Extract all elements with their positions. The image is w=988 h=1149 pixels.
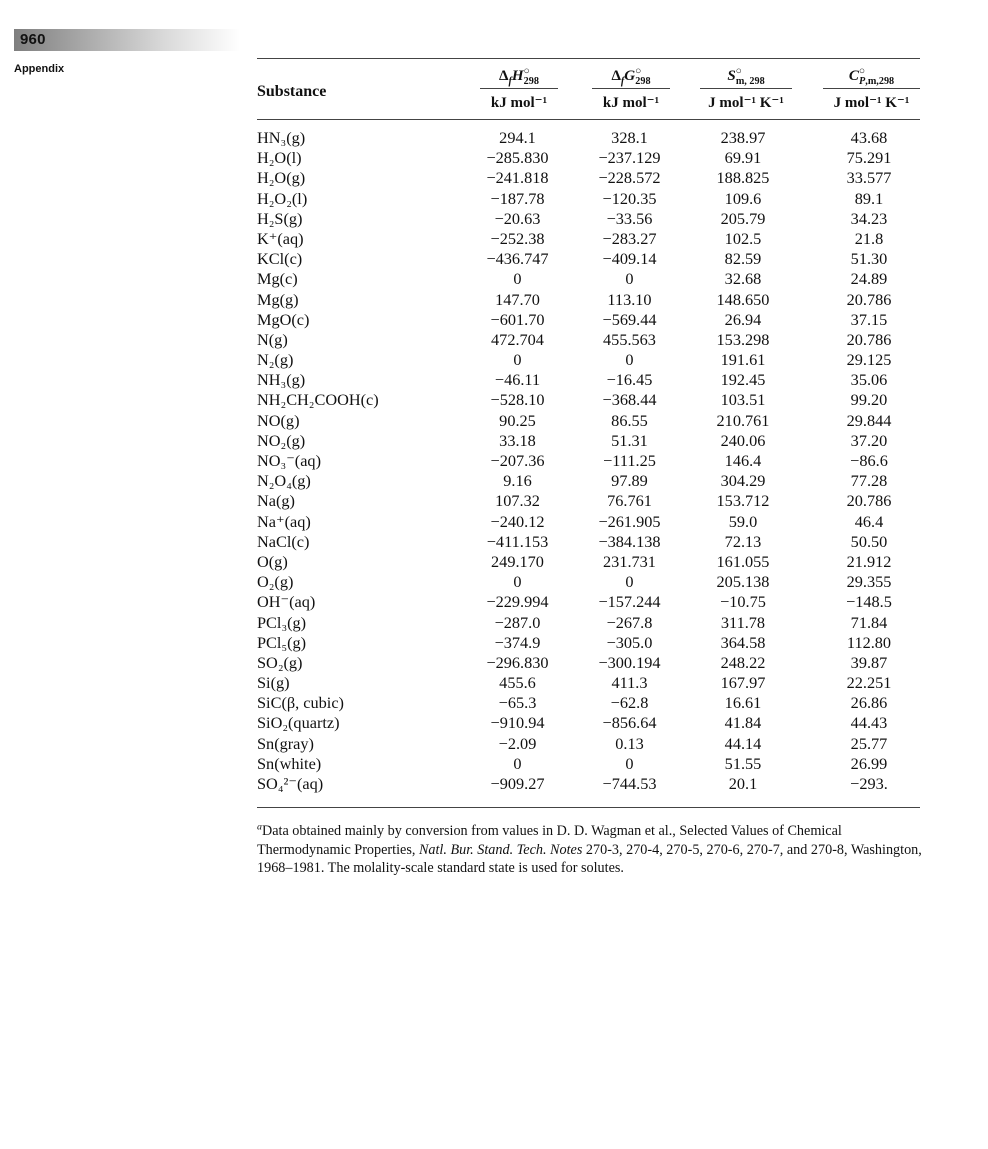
substance-cell: Na⁺(aq) [257, 511, 311, 531]
substance-cell: NO₃⁻(aq) [257, 451, 321, 470]
table-row [257, 451, 920, 471]
entropy-cell: 41.84 [724, 713, 762, 733]
substance-cell: PCl₅(g) [257, 632, 307, 652]
heat-capacity-cell: 44.43 [850, 713, 888, 733]
heat-capacity-cell: 29.125 [846, 350, 892, 370]
gibbs-cell: 455.563 [603, 329, 656, 349]
substance-cell: Sn(white) [257, 753, 322, 773]
entropy-cell: 191.61 [720, 350, 766, 370]
substance-cell: SiC(β, cubic) [257, 693, 344, 713]
heat-capacity-cell: 77.28 [850, 471, 888, 491]
substance-cell: SO₂(g) [257, 652, 303, 672]
table-row [257, 290, 920, 310]
entropy-cell: 153.712 [716, 491, 770, 511]
enthalpy-cell: 0 [513, 350, 522, 370]
gibbs-cell: −409.14 [602, 249, 657, 269]
entropy-unit: J mol⁻¹ K⁻¹ [700, 88, 792, 112]
page-number-tab [14, 29, 240, 51]
gibbs-cell: 411.3 [611, 673, 648, 693]
enthalpy-unit: kJ mol⁻¹ [480, 88, 558, 112]
table-row [257, 229, 920, 249]
gibbs-cell: −120.35 [602, 188, 657, 208]
gibbs-cell: −569.44 [602, 309, 657, 329]
section-label: Appendix [14, 63, 65, 75]
substance-cell: H₂O(g) [257, 168, 306, 188]
entropy-symbol: $S^○_{m, 298}$ [727, 66, 765, 87]
column-header-gibbs [592, 66, 670, 112]
entropy-cell: 205.79 [720, 208, 766, 228]
enthalpy-cell: 455.6 [499, 673, 536, 693]
entropy-cell: 167.97 [720, 673, 766, 693]
substance-cell: Sn(gray) [257, 733, 314, 753]
substance-cell: Mg(g) [257, 289, 299, 309]
enthalpy-cell: −287.0 [494, 612, 541, 632]
enthalpy-cell: −601.70 [490, 309, 545, 329]
entropy-cell: 59.0 [728, 511, 758, 531]
enthalpy-cell: −374.9 [494, 632, 541, 652]
gibbs-cell: −368.44 [602, 390, 657, 410]
entropy-cell: 51.55 [724, 753, 762, 773]
entropy-cell: 188.825 [716, 168, 770, 188]
heat-capacity-cell: −293. [850, 774, 888, 793]
table-row [257, 370, 920, 390]
enthalpy-cell: −241.818 [486, 168, 549, 188]
entropy-cell: 311.78 [720, 612, 766, 632]
enthalpy-cell: −252.38 [490, 228, 545, 248]
entropy-cell: −10.75 [720, 592, 766, 612]
heat-capacity-cell: 22.251 [846, 673, 892, 693]
substance-cell: H₂O(l) [257, 148, 302, 168]
gibbs-cell: −111.25 [603, 451, 656, 470]
heat-capacity-cell: 51.30 [850, 249, 888, 269]
column-header-enthalpy [480, 66, 558, 112]
heat-capacity-cell: 34.23 [850, 208, 888, 228]
enthalpy-cell: 0 [513, 753, 522, 773]
gibbs-cell: −856.64 [602, 713, 657, 733]
enthalpy-cell: 0 [513, 269, 522, 289]
substance-cell: Na(g) [257, 491, 295, 511]
entropy-cell: 192.45 [720, 370, 766, 390]
gibbs-cell: −283.27 [602, 228, 657, 248]
substance-cell: NO₂(g) [257, 430, 306, 450]
enthalpy-cell: −207.36 [490, 451, 545, 470]
entropy-cell: 161.055 [716, 551, 770, 571]
enthalpy-cell: 90.25 [499, 410, 536, 430]
table-row [257, 613, 920, 633]
heat-capacity-cell: 46.4 [854, 511, 884, 531]
heat-capacity-cell: 21.912 [846, 551, 892, 571]
heat-capacity-cell: −86.6 [850, 451, 888, 470]
gibbs-cell: 0 [625, 572, 634, 592]
column-header-substance: Substance [257, 83, 327, 100]
gibbs-cell: −744.53 [602, 774, 657, 793]
enthalpy-cell: −528.10 [490, 390, 545, 410]
enthalpy-cell: −20.63 [494, 208, 541, 228]
table-bottom-rule [257, 807, 920, 808]
table-row [257, 572, 920, 592]
gibbs-cell: 113.10 [607, 289, 652, 309]
enthalpy-cell: −296.830 [486, 652, 549, 672]
entropy-cell: 238.97 [720, 128, 766, 147]
heat-capacity-cell: 20.786 [846, 491, 892, 511]
enthalpy-cell: −65.3 [498, 693, 537, 713]
table-row [257, 713, 920, 733]
entropy-cell: 16.61 [724, 693, 762, 713]
gibbs-cell: −157.244 [598, 592, 661, 612]
enthalpy-cell: −436.747 [486, 249, 549, 269]
heat-capacity-cell: 39.87 [850, 652, 888, 672]
gibbs-cell: −267.8 [606, 612, 653, 632]
entropy-cell: 69.91 [724, 148, 762, 168]
data-table [257, 128, 920, 794]
table-row [257, 552, 920, 572]
substance-cell: NaCl(c) [257, 531, 310, 551]
substance-cell: Si(g) [257, 673, 290, 693]
entropy-cell: 153.298 [716, 329, 770, 349]
page-number: 960 [20, 31, 46, 48]
substance-cell: OH⁻(aq) [257, 592, 316, 612]
gibbs-cell: 231.731 [603, 551, 656, 571]
gibbs-cell: −384.138 [598, 531, 661, 551]
substance-cell: KCl(c) [257, 249, 303, 269]
table-row [257, 330, 920, 350]
entropy-cell: 32.68 [724, 269, 762, 289]
table-row [257, 734, 920, 754]
table-row [257, 249, 920, 269]
heat-capacity-unit: J mol⁻¹ K⁻¹ [823, 88, 920, 112]
table-row [257, 754, 920, 774]
entropy-cell: 102.5 [724, 228, 762, 248]
gibbs-cell: −62.8 [610, 693, 649, 713]
heat-capacity-cell: 50.50 [850, 531, 888, 551]
enthalpy-cell: −187.78 [490, 188, 545, 208]
footnote-marker: a [257, 821, 262, 833]
heat-capacity-cell: 37.15 [850, 309, 888, 329]
entropy-cell: 240.06 [720, 430, 766, 450]
table-row [257, 128, 920, 148]
enthalpy-cell: −2.09 [498, 733, 537, 753]
substance-cell: NH₂CH₂COOH(c) [257, 390, 379, 410]
substance-cell: SiO₂(quartz) [257, 713, 340, 733]
substance-cell: SO₄²⁻(aq) [257, 774, 324, 793]
table-row [257, 532, 920, 552]
gibbs-cell: 76.761 [607, 491, 652, 511]
heat-capacity-cell: 21.8 [854, 228, 884, 248]
enthalpy-cell: −909.27 [490, 774, 545, 793]
substance-cell: HN₃(g) [257, 128, 306, 147]
heat-capacity-cell: 71.84 [850, 612, 888, 632]
entropy-cell: 304.29 [720, 471, 766, 491]
substance-cell: N₂(g) [257, 350, 294, 370]
entropy-cell: 210.761 [716, 410, 770, 430]
gibbs-cell: −16.45 [606, 370, 653, 390]
header-rule [257, 119, 920, 120]
enthalpy-cell: −229.994 [486, 592, 549, 612]
table-row [257, 310, 920, 330]
enthalpy-cell: −285.830 [486, 148, 549, 168]
gibbs-symbol: $\Delta_fG^○_{298}$ [611, 66, 651, 87]
enthalpy-cell: 147.70 [495, 289, 540, 309]
substance-cell: Mg(c) [257, 269, 298, 289]
column-header-heat-capacity [823, 66, 920, 112]
table-row [257, 633, 920, 653]
heat-capacity-cell: 20.786 [846, 329, 892, 349]
entropy-cell: 205.138 [716, 572, 770, 592]
heat-capacity-cell: 75.291 [846, 148, 892, 168]
table-row [257, 592, 920, 612]
enthalpy-cell: −910.94 [490, 713, 545, 733]
table-row [257, 209, 920, 229]
heat-capacity-cell: 26.86 [850, 693, 888, 713]
gibbs-cell: −33.56 [606, 208, 653, 228]
table-row [257, 269, 920, 289]
heat-capacity-cell: 20.786 [846, 289, 892, 309]
heat-capacity-cell: 37.20 [850, 430, 888, 450]
substance-cell: O₂(g) [257, 572, 294, 592]
heat-capacity-cell: 29.844 [846, 410, 892, 430]
heat-capacity-cell: 112.80 [846, 632, 892, 652]
table-row [257, 148, 920, 168]
table-row [257, 411, 920, 431]
enthalpy-cell: 294.1 [499, 128, 536, 147]
heat-capacity-cell: 25.77 [850, 733, 888, 753]
table-row [257, 350, 920, 370]
gibbs-cell: 97.89 [611, 471, 648, 491]
table-row [257, 512, 920, 532]
enthalpy-cell: 33.18 [499, 430, 536, 450]
enthalpy-cell: −411.153 [486, 531, 549, 551]
table-row [257, 774, 920, 794]
footnote-source: Natl. Bur. Stand. Tech. Notes [418, 841, 583, 858]
gibbs-cell: −300.194 [598, 652, 661, 672]
substance-cell: N₂O₄(g) [257, 471, 311, 491]
heat-capacity-cell: 43.68 [850, 128, 888, 147]
substance-cell: K⁺(aq) [257, 228, 304, 248]
table-footnote [257, 822, 922, 878]
entropy-cell: 72.13 [724, 531, 762, 551]
gibbs-cell: 0 [625, 350, 634, 370]
gibbs-cell: −305.0 [606, 632, 653, 652]
enthalpy-cell: −46.11 [494, 370, 541, 390]
substance-cell: O(g) [257, 551, 288, 571]
heat-capacity-cell: 89.1 [854, 188, 884, 208]
enthalpy-cell: 0 [513, 572, 522, 592]
enthalpy-cell: 9.16 [503, 471, 532, 491]
heat-capacity-cell: 35.06 [850, 370, 888, 390]
enthalpy-cell: −240.12 [490, 511, 545, 531]
gibbs-unit: kJ mol⁻¹ [592, 88, 670, 112]
gibbs-cell: −261.905 [598, 511, 661, 531]
enthalpy-cell: 249.170 [491, 551, 544, 571]
footnote-text-1: Data obtained mainly by conversion from values in D. D. Wagman et al., Selected Values of Chemical Thermodynamic Properties, [257, 823, 842, 858]
heat-capacity-cell: 26.99 [850, 753, 888, 773]
gibbs-cell: 0.13 [615, 733, 644, 753]
substance-cell: N(g) [257, 329, 288, 349]
enthalpy-cell: 107.32 [495, 491, 540, 511]
substance-cell: NH₃(g) [257, 370, 306, 390]
heat-capacity-cell: −148.5 [846, 592, 892, 612]
table-row [257, 653, 920, 673]
table-row [257, 189, 920, 209]
table-top-rule [257, 58, 920, 59]
table-row [257, 693, 920, 713]
table-row [257, 168, 920, 188]
entropy-cell: 26.94 [724, 309, 762, 329]
table-row [257, 390, 920, 410]
heat-capacity-cell: 24.89 [850, 269, 888, 289]
gibbs-cell: 328.1 [611, 128, 648, 147]
substance-cell: PCl₃(g) [257, 612, 307, 632]
table-row [257, 673, 920, 693]
gibbs-cell: 0 [625, 753, 634, 773]
gibbs-cell: 51.31 [611, 430, 648, 450]
table-row [257, 471, 920, 491]
heat-capacity-symbol: $C^○_{P,m,298}$ [848, 66, 895, 87]
table-row [257, 431, 920, 451]
gibbs-cell: −228.572 [598, 168, 661, 188]
entropy-cell: 20.1 [728, 774, 758, 793]
enthalpy-symbol: $\Delta_fH^○_{298}$ [499, 66, 539, 87]
substance-cell: H₂O₂(l) [257, 188, 308, 208]
table-row [257, 491, 920, 511]
entropy-cell: 109.6 [724, 188, 762, 208]
entropy-cell: 364.58 [720, 632, 766, 652]
entropy-cell: 44.14 [724, 733, 762, 753]
gibbs-cell: 86.55 [611, 410, 648, 430]
entropy-cell: 146.4 [724, 451, 762, 470]
footnote-text-2: 270-3, 270-4, 270-5, 270-6, 270-7, and 270-8, Washington, 1968–1981. The molality-scale standard state is used for solutes. [257, 841, 922, 877]
gibbs-cell: −237.129 [598, 148, 661, 168]
entropy-cell: 248.22 [720, 652, 766, 672]
column-header-entropy [700, 66, 792, 112]
substance-cell: NO(g) [257, 410, 300, 430]
heat-capacity-cell: 29.355 [846, 572, 892, 592]
heat-capacity-cell: 33.577 [846, 168, 892, 188]
substance-cell: MgO(c) [257, 309, 310, 329]
gibbs-cell: 0 [625, 269, 634, 289]
enthalpy-cell: 472.704 [491, 329, 544, 349]
entropy-cell: 82.59 [724, 249, 762, 269]
substance-cell: H₂S(g) [257, 208, 303, 228]
entropy-cell: 148.650 [716, 289, 770, 309]
entropy-cell: 103.51 [720, 390, 766, 410]
heat-capacity-cell: 99.20 [850, 390, 888, 410]
